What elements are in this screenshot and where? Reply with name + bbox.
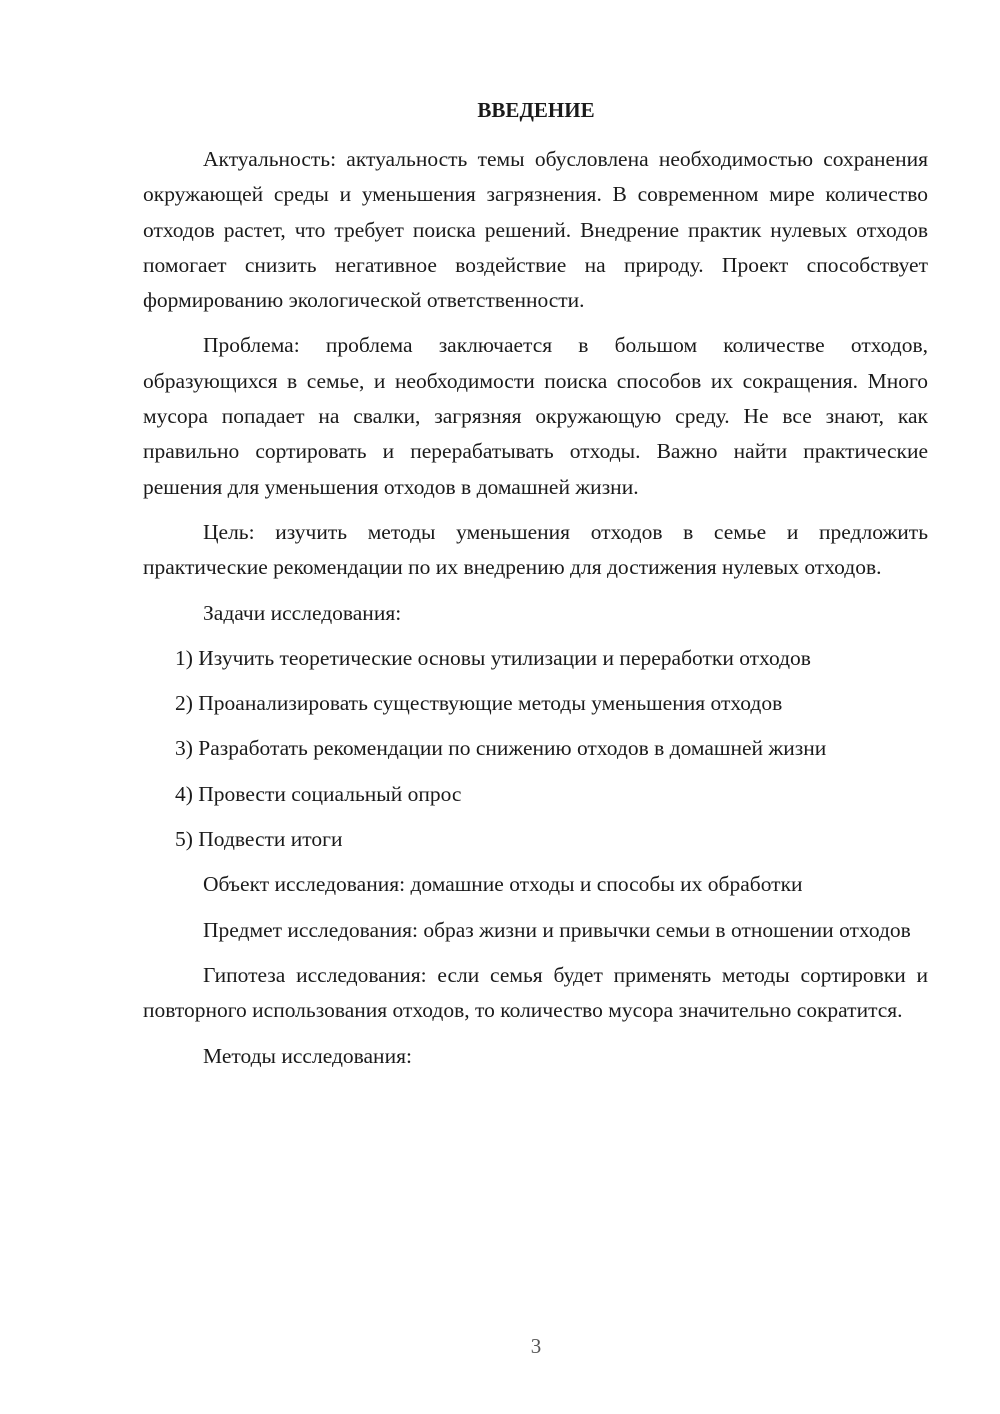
paragraph-subject: Предмет исследования: образ жизни и привычки семьи в отношении отходов [203,917,911,942]
task-item-5: 5) Подвести итоги [175,827,343,852]
paragraph-goal: Цель: изучить методы уменьшения отходов в семье и предложить практические рекомендации по их внедрению для достижения нулевых отходов. [143,519,928,580]
paragraph-methods-heading: Методы исследования: [203,1043,412,1068]
task-item-3: 3) Разработать рекомендации по снижению отходов в домашней жизни [175,736,827,761]
paragraph-tasks-heading: Задачи исследования: [203,600,402,625]
paragraph-problem: Проблема: проблема заключается в большом количестве отходов, образующихся в семье, и необходимости поиска способов их сокращения. Много мусора попадает на свалки, загрязняя окружающую среду. Не все знают, как правильно сортировать и перерабатывать отходы. Важно найти практические решения для уменьшения отходов в домашней жизни. [143,333,928,499]
task-item-4: 4) Провести социальный опрос [175,781,462,806]
paragraph-hypothesis: Гипотеза исследования: если семья будет применять методы сортировки и повторного использования отходов, то количество мусора значительно сократится. [143,962,928,1023]
document-body [143,142,928,1084]
paragraph-object: Объект исследования: домашние отходы и способы их обработки [203,872,803,897]
paragraph-relevance: Актуальность: актуальность темы обусловлена необходимостью сохранения окружающей среды и уменьшения загрязнения. В современном мире количество отходов растет, что требует поиска решений. Внедрение практик нулевых отходов помогает снизить негативное воздействие на природу. Проект способствует формированию экологической ответственности. [143,147,928,313]
section-title: ВВЕДЕНИЕ [477,98,595,122]
task-item-2: 2) Проанализировать существующие методы уменьшения отходов [175,691,783,716]
task-item-1: 1) Изучить теоретические основы утилизации и переработки отходов [175,645,811,670]
page-number: 3 [530,1334,542,1358]
